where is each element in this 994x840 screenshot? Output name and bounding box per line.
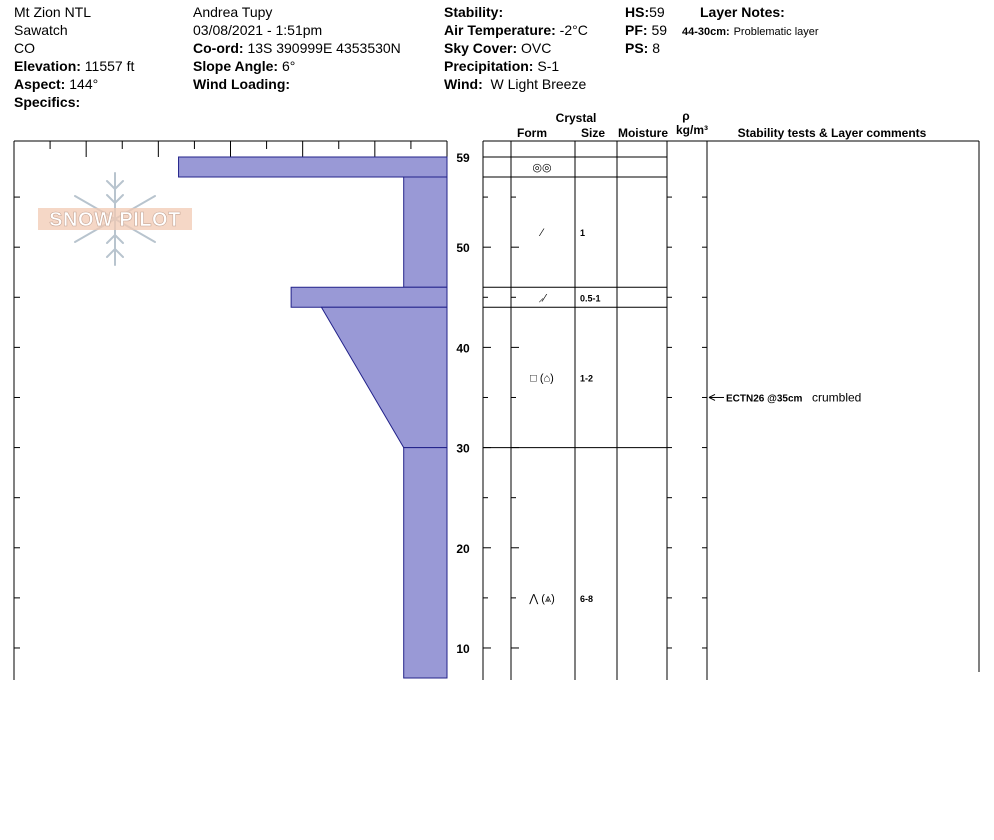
location: Mt Zion NTL xyxy=(14,4,92,20)
depth-axis xyxy=(456,151,470,656)
wind-value: W Light Breeze xyxy=(490,76,587,92)
layer-size-L3: 0.5-1 xyxy=(580,293,601,304)
aspect-label: Aspect: xyxy=(14,76,66,92)
air-temp-label: Air Temperature: xyxy=(444,22,556,38)
layer-size-L2: 1 xyxy=(580,228,586,239)
hardness-bar xyxy=(179,157,447,177)
table-depth-ticks xyxy=(483,197,707,648)
datetime: 03/08/2021 - 1:51pm xyxy=(193,22,323,38)
coord-label: Co-ord: xyxy=(193,40,244,56)
depth-tick-label: 40 xyxy=(456,341,470,356)
col-header-form: Form xyxy=(517,126,547,140)
elevation-label: Elevation: xyxy=(14,58,81,74)
slope-label: Slope Angle: xyxy=(193,58,279,74)
hs-value: 59 xyxy=(649,4,665,20)
precip-label: Precipitation: xyxy=(444,58,534,74)
sky-value: OVC xyxy=(521,40,552,56)
depth-tick-label: 50 xyxy=(456,241,470,256)
ps-label: PS: xyxy=(625,40,649,56)
hardness-bars xyxy=(179,157,447,678)
wind-loading-label: Wind Loading: xyxy=(193,76,291,92)
sky-label: Sky Cover: xyxy=(444,40,518,56)
layer-form-L5: ⋀ (⩓) xyxy=(529,592,555,605)
col-header-comments: Stability tests & Layer comments xyxy=(737,126,927,140)
pf-label: PF: xyxy=(625,22,648,38)
layer-form-L1: ◎◎ xyxy=(532,162,552,175)
col-header-crystal: Crystal xyxy=(555,111,597,125)
hardness-bar xyxy=(321,307,447,447)
logo-text: SNOW PILOT xyxy=(49,209,181,231)
depth-tick-label: 59 xyxy=(456,151,470,165)
hardness-bar xyxy=(404,448,447,678)
depth-tick-label: 30 xyxy=(456,441,470,456)
layer-form-L3: ⸝⁄ xyxy=(538,292,546,305)
hardness-bar xyxy=(404,177,447,287)
precip-value: S-1 xyxy=(537,58,560,74)
coord-value: 13S 390999E 4353530N xyxy=(247,40,401,56)
stability-label: Stability: xyxy=(444,4,504,20)
elevation-value: 11557 ft xyxy=(84,58,135,74)
stability-test-label: ECTN26 @35cm xyxy=(726,393,803,405)
col-header-size: Size xyxy=(580,126,606,140)
layer-notes-title: Layer Notes: xyxy=(700,4,785,20)
state: CO xyxy=(14,40,35,56)
pf-value: 59 xyxy=(651,22,668,38)
depth-tick-label: 10 xyxy=(456,641,470,656)
hardness-bar xyxy=(291,287,447,307)
layer-size-L5: 6-8 xyxy=(580,593,594,604)
layer-size-L4: 1-2 xyxy=(580,373,594,384)
range: Sawatch xyxy=(14,22,68,38)
observer: Andrea Tupy xyxy=(193,4,273,20)
hardness-top-ticks xyxy=(14,141,447,157)
col-header-rho: ρ xyxy=(682,109,690,123)
hs-label: HS: xyxy=(625,4,650,20)
layer-table xyxy=(483,141,979,680)
layer-form-L2: ⁄ xyxy=(541,227,543,240)
air-temp-value: -2°C xyxy=(559,22,588,38)
layer-form-L4: □ (⌂) xyxy=(530,372,554,385)
specifics-label: Specifics: xyxy=(14,94,81,110)
ps-value: 8 xyxy=(652,40,661,56)
col-header-moisture: Moisture xyxy=(617,126,669,140)
layer-note-text: Problematic layer xyxy=(733,26,819,38)
snowpilot-logo xyxy=(38,173,192,265)
slope-value: 6° xyxy=(281,58,296,74)
wind-label: Wind: xyxy=(444,76,483,92)
layer-note-depth: 44-30cm: xyxy=(682,26,730,38)
left-depth-ticks xyxy=(14,197,20,648)
depth-tick-label: 20 xyxy=(456,541,470,556)
stability-tests xyxy=(709,390,861,404)
aspect-value: 144° xyxy=(69,76,99,92)
col-header-density: kg/m³ xyxy=(675,123,709,137)
layer-entries xyxy=(528,162,600,605)
stability-test-comment: crumbled xyxy=(812,390,862,405)
